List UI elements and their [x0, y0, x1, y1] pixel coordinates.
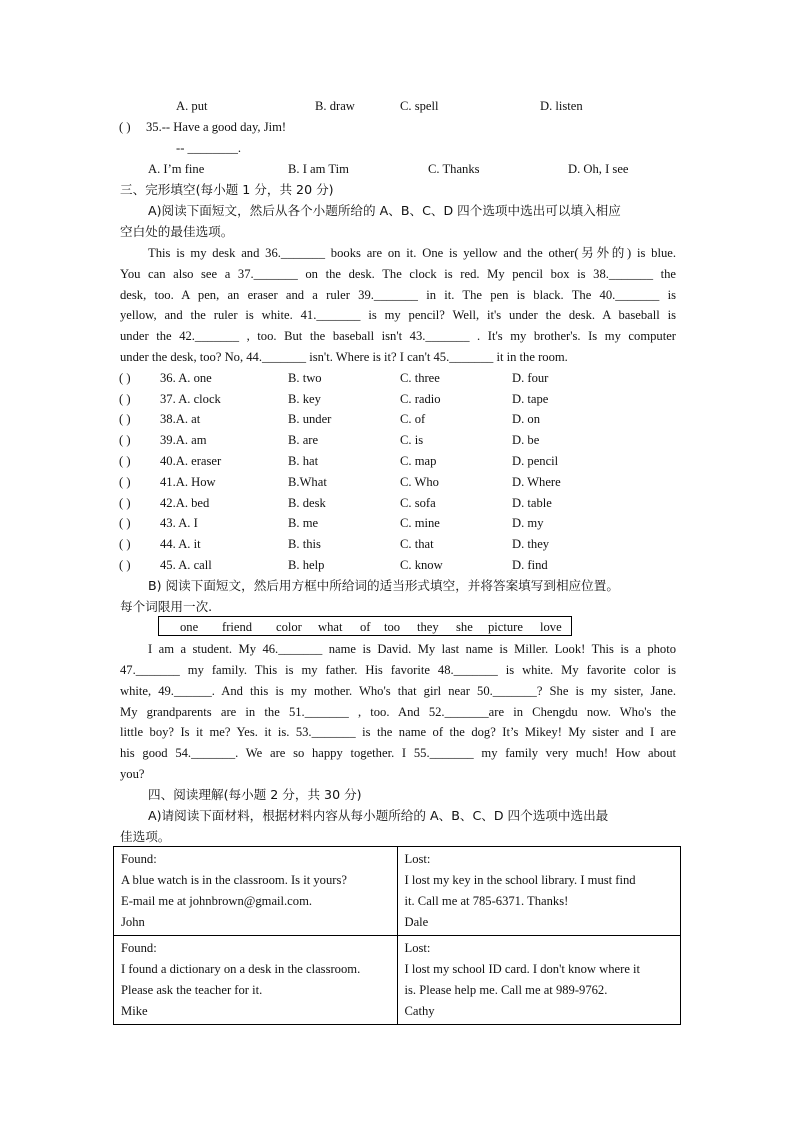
- answer-paren: ( ): [119, 516, 131, 530]
- option-a: 42.A. bed: [160, 496, 210, 510]
- notice-found-watch: [114, 847, 398, 936]
- word-box-item: friend: [222, 620, 253, 634]
- answer-paren: ( ): [119, 392, 131, 406]
- option-b: B. key: [288, 392, 321, 406]
- q34-option-b: B. draw: [315, 99, 355, 113]
- section3-partB-instruction: B) 阅读下面短文，然后用方框中所给词的适当形式填空，并将答案填写到相应位置。: [148, 578, 619, 593]
- notice-text: E-mail me at johnbrown@gmail.com.: [121, 894, 313, 908]
- notice-text: I found a dictionary on a desk in the classroom.: [121, 962, 361, 976]
- answer-paren: ( ): [119, 454, 131, 468]
- option-c: C. of: [400, 412, 426, 426]
- notice-type: Found:: [121, 941, 157, 955]
- option-c: C. map: [400, 454, 437, 468]
- notice-signature: John: [121, 915, 145, 929]
- word-box-item: of: [360, 620, 371, 634]
- option-b: B. desk: [288, 496, 326, 510]
- q35-option-d: D. Oh, I see: [568, 162, 629, 176]
- option-a: 39.A. am: [160, 433, 207, 447]
- q34-option-d: D. listen: [540, 99, 583, 113]
- notice-lost-id-card: [397, 936, 681, 1025]
- lost-found-table: [113, 846, 681, 1025]
- q35-reply: -- ________.: [176, 141, 242, 155]
- option-d: D. Where: [512, 475, 561, 489]
- option-d: D. pencil: [512, 454, 559, 468]
- notice-lost-key: [397, 847, 681, 936]
- word-box-item: color: [276, 620, 302, 634]
- word-box-item: picture: [488, 620, 523, 634]
- q35-answer-paren: ( ): [119, 120, 131, 134]
- word-box-item: what: [318, 620, 343, 634]
- option-c: C. is: [400, 433, 424, 447]
- notice-signature: Mike: [121, 1004, 148, 1018]
- table-row: [114, 847, 681, 936]
- option-a: 41.A. How: [160, 475, 216, 489]
- option-d: D. four: [512, 371, 549, 385]
- passage-a-line: This is my desk and 36._______ books are on it. One is yellow and the other(另外的) is blue.: [148, 246, 676, 260]
- option-d: D. find: [512, 558, 548, 572]
- passage-a-line: under the desk, too? No, 44._______ isn't. Where is it? I can't 45._______ it in the room.: [120, 350, 568, 364]
- option-a: 43. A. I: [160, 516, 198, 530]
- q35-option-b: B. I am Tim: [288, 162, 349, 176]
- option-a: 40.A. eraser: [160, 454, 222, 468]
- answer-paren: ( ): [119, 433, 131, 447]
- option-b: B. hat: [288, 454, 319, 468]
- word-box-item: love: [540, 620, 562, 634]
- passage-b-line: his good 54._______. We are so happy together. I 55._______ my family very much! How about: [120, 746, 676, 760]
- passage-b-line: you?: [120, 767, 145, 781]
- notice-found-dictionary: [114, 936, 398, 1025]
- passage-a-line: yellow, and the ruler is white. 41._______ is my pencil? Well, it's under the desk. A baseball is: [120, 308, 676, 322]
- notice-signature: Dale: [404, 915, 429, 929]
- option-c: C. radio: [400, 392, 441, 406]
- answer-paren: ( ): [119, 371, 131, 385]
- word-box-item: too: [384, 620, 401, 634]
- option-d: D. they: [512, 537, 550, 551]
- passage-b-line: My grandparents are in the 51._______ , too. And 52._______are in Chengdu now. Who's the: [120, 705, 676, 719]
- option-d: D. tape: [512, 392, 549, 406]
- passage-b-line: little boy? Is it me? Yes. it is. 53._______ is the name of the dog? It’s Mikey! My sister and I are: [120, 725, 676, 739]
- word-box: [158, 616, 572, 636]
- passage-b-line: I am a student. My 46._______ name is David. My last name is Miller. Look! This is a photo: [148, 642, 676, 656]
- passage-a-line: desk, too. A pen, an eraser and a ruler 39._______ in it. The pen is black. The 40._______ is: [120, 288, 676, 302]
- word-box-item: she: [456, 620, 473, 634]
- q35-stem: 35.-- Have a good day, Jim!: [146, 120, 287, 134]
- option-c: C. sofa: [400, 496, 436, 510]
- section4-heading: 四、阅读理解(每小题 2 分，共 30 分): [148, 787, 362, 802]
- option-b: B. me: [288, 516, 319, 530]
- notice-text: is. Please help me. Call me at 989-9762.: [404, 983, 608, 997]
- option-d: D. my: [512, 516, 544, 530]
- option-b: B. this: [288, 537, 321, 551]
- passage-b-line: 47._______ my family. This is my father. His favorite 48._______ is white. My favorite color is: [120, 663, 676, 677]
- option-d: D. table: [512, 496, 552, 510]
- section3-heading: 三、完形填空(每小题 1 分，共 20 分): [120, 182, 334, 197]
- notice-type: Lost:: [404, 941, 431, 955]
- word-box-item: they: [417, 620, 439, 634]
- notice-type: Lost:: [404, 852, 431, 866]
- q34-option-a: A. put: [176, 99, 208, 113]
- option-d: D. on: [512, 412, 540, 426]
- option-b: B. help: [288, 558, 325, 572]
- section4-partA-instruction: A)请阅读下面材料，根据材料内容从每小题所给的 A、B、C、D 四个选项中选出最: [148, 808, 609, 823]
- answer-paren: ( ): [119, 537, 131, 551]
- option-b: B.What: [288, 475, 327, 489]
- section3-partB-instruction-cont: 每个词限用一次.: [120, 599, 213, 614]
- option-b: B. under: [288, 412, 332, 426]
- q34-option-c: C. spell: [400, 99, 439, 113]
- answer-paren: ( ): [119, 496, 131, 510]
- option-b: B. are: [288, 433, 319, 447]
- section3-partA-instruction: A)阅读下面短文，然后从各个小题所给的 A、B、C、D 四个选项中选出可以填入相应: [148, 203, 621, 218]
- option-c: C. Who: [400, 475, 439, 489]
- option-c: C. that: [400, 537, 434, 551]
- section4-partA-instruction-cont: 佳选项。: [120, 829, 171, 844]
- passage-a-line: You can also see a 37._______ on the desk. The clock is red. My pencil box is 38._______ the: [120, 267, 676, 281]
- q35-option-a: A. I’m fine: [148, 162, 205, 176]
- notice-type: Found:: [121, 852, 157, 866]
- option-a: 45. A. call: [160, 558, 212, 572]
- passage-b-line: white, 49.______. And this is my mother. Who's that girl near 50._______? She is my sister, Jane.: [120, 684, 676, 698]
- notice-text: I lost my school ID card. I don't know where it: [404, 962, 641, 976]
- notice-text: A blue watch is in the classroom. Is it yours?: [121, 873, 347, 887]
- answer-paren: ( ): [119, 475, 131, 489]
- notice-text: I lost my key in the school library. I must find: [404, 873, 636, 887]
- option-a: 36. A. one: [160, 371, 212, 385]
- option-a: 38.A. at: [160, 412, 201, 426]
- notice-signature: Cathy: [404, 1004, 435, 1018]
- option-d: D. be: [512, 433, 540, 447]
- passage-a-line: under the 42._______ , too. But the baseball isn't 43._______ . It's my brother's. Is my computer: [120, 329, 676, 343]
- option-c: C. know: [400, 558, 443, 572]
- option-a: 44. A. it: [160, 537, 201, 551]
- option-c: C. mine: [400, 516, 440, 530]
- section3-partA-instruction-cont: 空白处的最佳选项。: [120, 224, 234, 239]
- option-b: B. two: [288, 371, 322, 385]
- answer-paren: ( ): [119, 558, 131, 572]
- q35-option-c: C. Thanks: [428, 162, 480, 176]
- table-row: [114, 936, 681, 1025]
- notice-text: it. Call me at 785-6371. Thanks!: [404, 894, 569, 908]
- answer-paren: ( ): [119, 412, 131, 426]
- option-c: C. three: [400, 371, 440, 385]
- option-a: 37. A. clock: [160, 392, 221, 406]
- notice-text: Please ask the teacher for it.: [121, 983, 263, 997]
- word-box-item: one: [180, 620, 199, 634]
